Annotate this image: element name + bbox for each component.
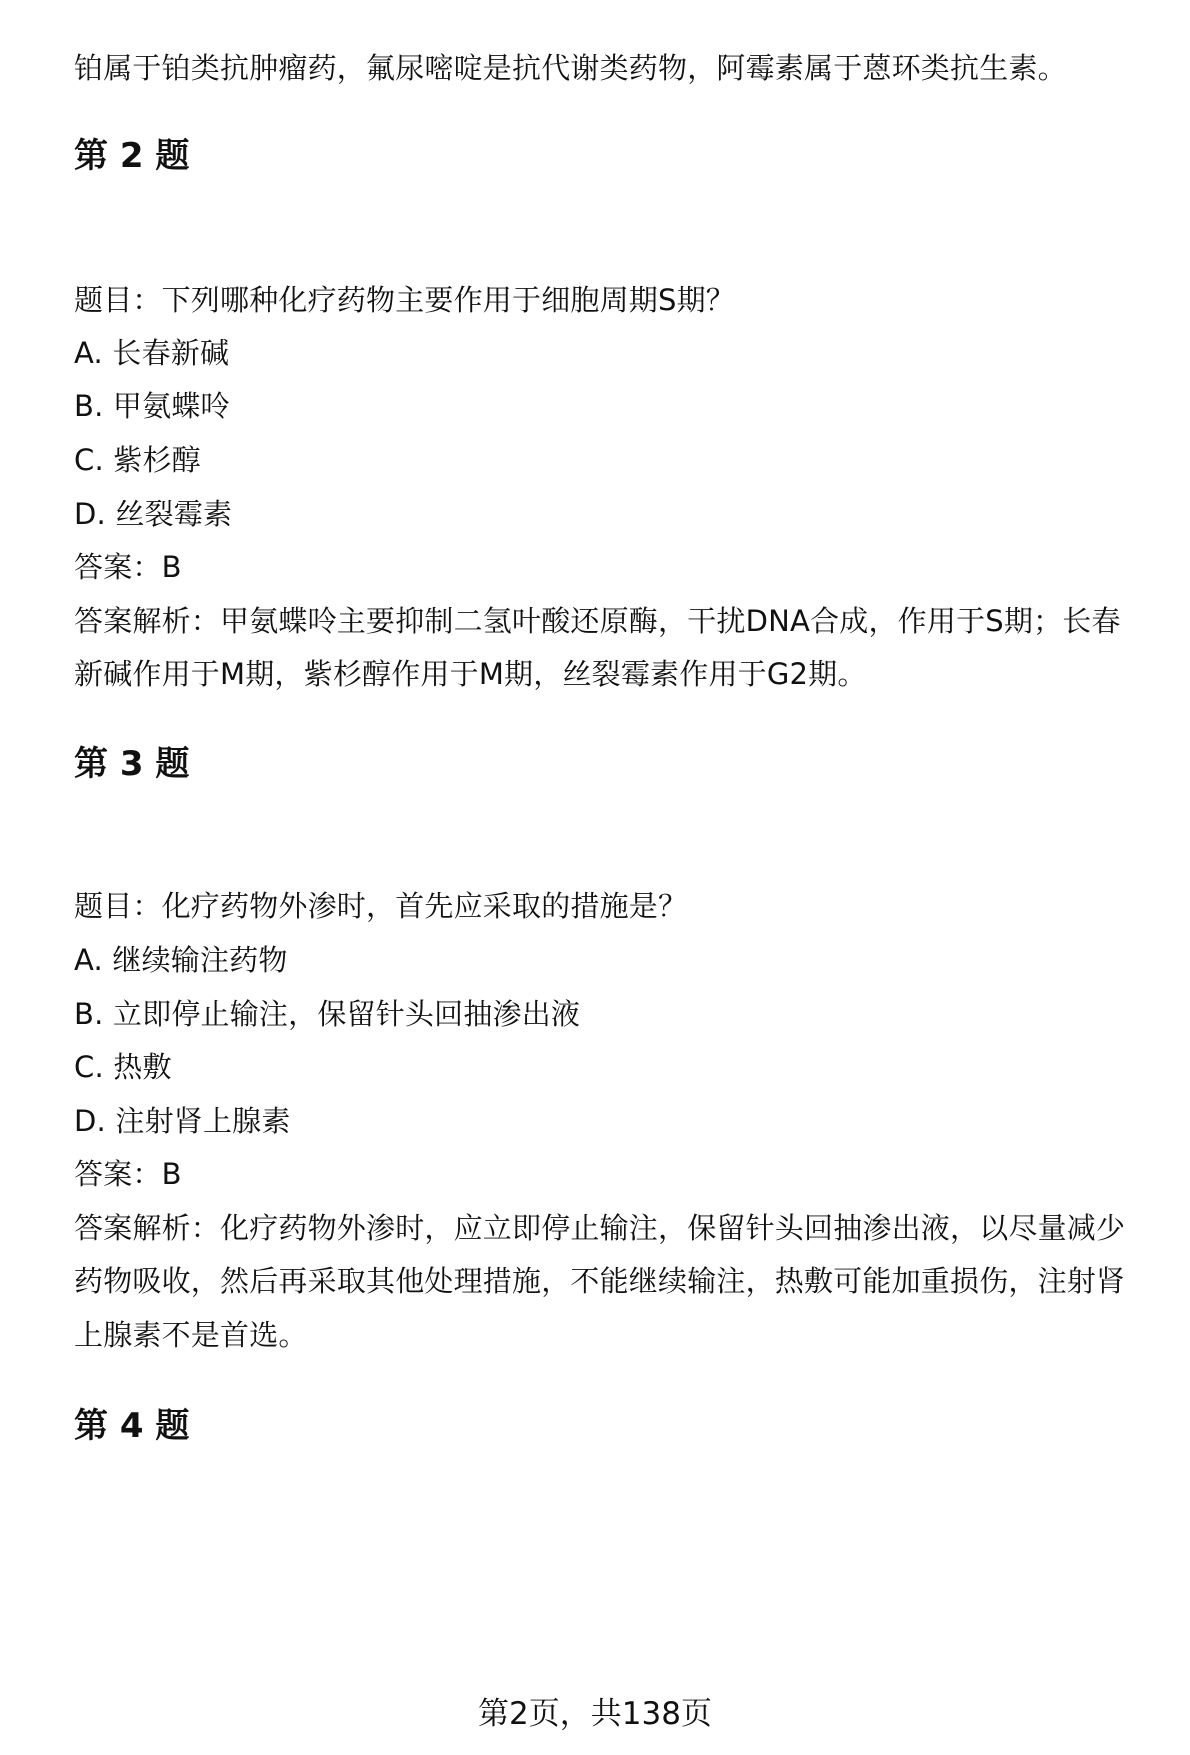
question-4-heading: 第 4 题 (74, 1406, 190, 1446)
question-3-stem: 题目：化疗药物外渗时，首先应采取的措施是？ (74, 889, 688, 923)
question-2-stem: 题目：下列哪种化疗药物主要作用于细胞周期S期？ (74, 283, 736, 317)
question-2-option-d: D. 丝裂霉素 (74, 497, 233, 531)
question-3-analysis-line-1: 答案解析：化疗药物外渗时，应立即停止输注，保留针头回抽渗出液，以尽量减少 (74, 1211, 1126, 1245)
question-3-option-d: D. 注射肾上腺素 (74, 1104, 291, 1138)
question-2-answer: 答案：B (74, 550, 182, 584)
question-2-option-b: B. 甲氨蝶呤 (74, 389, 230, 423)
question-2-analysis-line-1: 答案解析：甲氨蝶呤主要抑制二氢叶酸还原酶，干扰DNA合成，作用于S期；长春 (74, 604, 1121, 638)
page-number: 第2页，共138页 (478, 1696, 712, 1732)
question-2-option-a: A. 长春新碱 (74, 336, 230, 370)
question-3-answer: 答案：B (74, 1157, 182, 1191)
question-3-heading: 第 3 题 (74, 744, 190, 784)
question-3-option-a: A. 继续输注药物 (74, 943, 288, 977)
question-2-analysis-line-2: 新碱作用于M期，紫杉醇作用于M期，丝裂霉素作用于G2期。 (74, 657, 867, 691)
question-3-analysis-line-3: 上腺素不是首选。 (74, 1318, 308, 1352)
question-3-option-b: B. 立即停止输注，保留针头回抽渗出液 (74, 997, 581, 1031)
intro-text: 铂属于铂类抗肿瘤药，氟尿嘧啶是抗代谢类药物，阿霉素属于蒽环类抗生素。 (74, 51, 1067, 85)
question-2-heading: 第 2 题 (74, 136, 190, 176)
question-2-option-c: C. 紫杉醇 (74, 443, 201, 477)
question-3-option-c: C. 热敷 (74, 1050, 172, 1084)
question-3-analysis-line-2: 药物吸收，然后再采取其他处理措施，不能继续输注，热敷可能加重损伤，注射肾 (74, 1264, 1126, 1298)
